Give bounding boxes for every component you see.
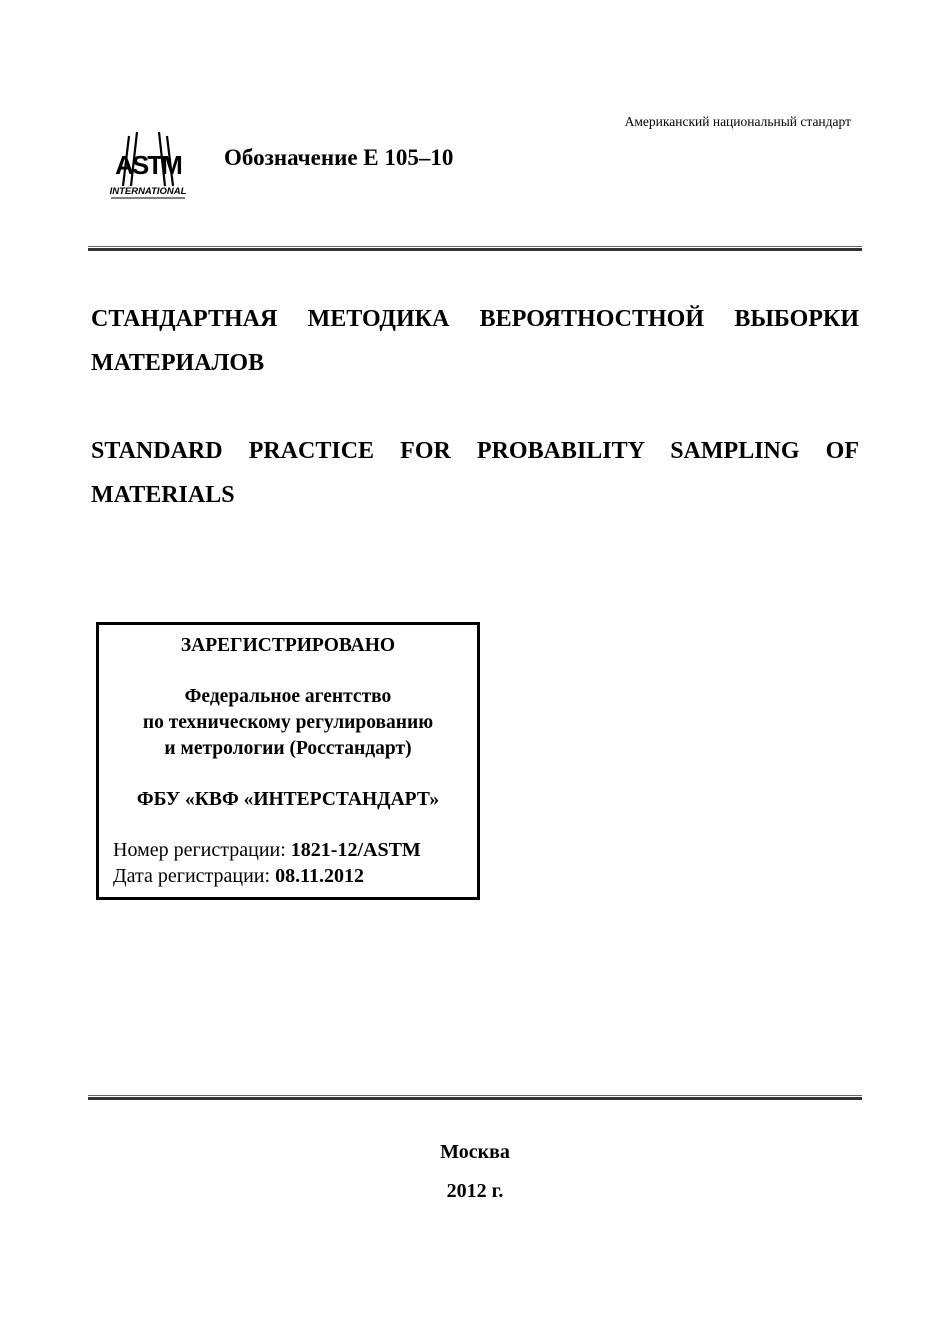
bottom-divider (88, 1095, 862, 1100)
agency-line-3: и метрологии (Росстандарт) (164, 738, 412, 759)
logo-subtext: INTERNATIONAL (109, 186, 187, 197)
registration-number-value: 1821-12/ASTM (290, 839, 421, 861)
agency-line-1: Федеральное агентство (184, 686, 392, 707)
standard-label: Американский национальный стандарт (624, 114, 851, 129)
title-english: STANDARD PRACTICE FOR PROBABILITY SAMPLING OF MATERIALS (91, 438, 859, 508)
logo-mark: ASTM (115, 150, 181, 180)
publication-year: 2012 г. (446, 1180, 504, 1202)
agency-line-2: по техническому регулированию (142, 712, 434, 733)
document-designation: Обозначение E 105–10 (224, 145, 454, 170)
registration-number (113, 839, 421, 862)
registration-date-label: Дата регистрации: (113, 865, 276, 887)
registration-heading: ЗАРЕГИСТРИРОВАНО (180, 635, 396, 656)
registration-date-value: 08.11.2012 (275, 865, 364, 887)
publication-city: Москва (440, 1141, 510, 1163)
registration-date (113, 865, 364, 888)
astm-logo (107, 124, 189, 202)
title-russian: СТАНДАРТНАЯ МЕТОДИКА ВЕРОЯТНОСТНОЙ ВЫБОРКИ МАТЕРИАЛОВ (91, 306, 859, 376)
top-divider (88, 246, 862, 251)
registration-org: ФБУ «КВФ «ИНТЕРСТАНДАРТ» (136, 789, 440, 810)
registration-stamp (96, 622, 480, 900)
registration-number-label: Номер регистрации: (113, 839, 291, 861)
